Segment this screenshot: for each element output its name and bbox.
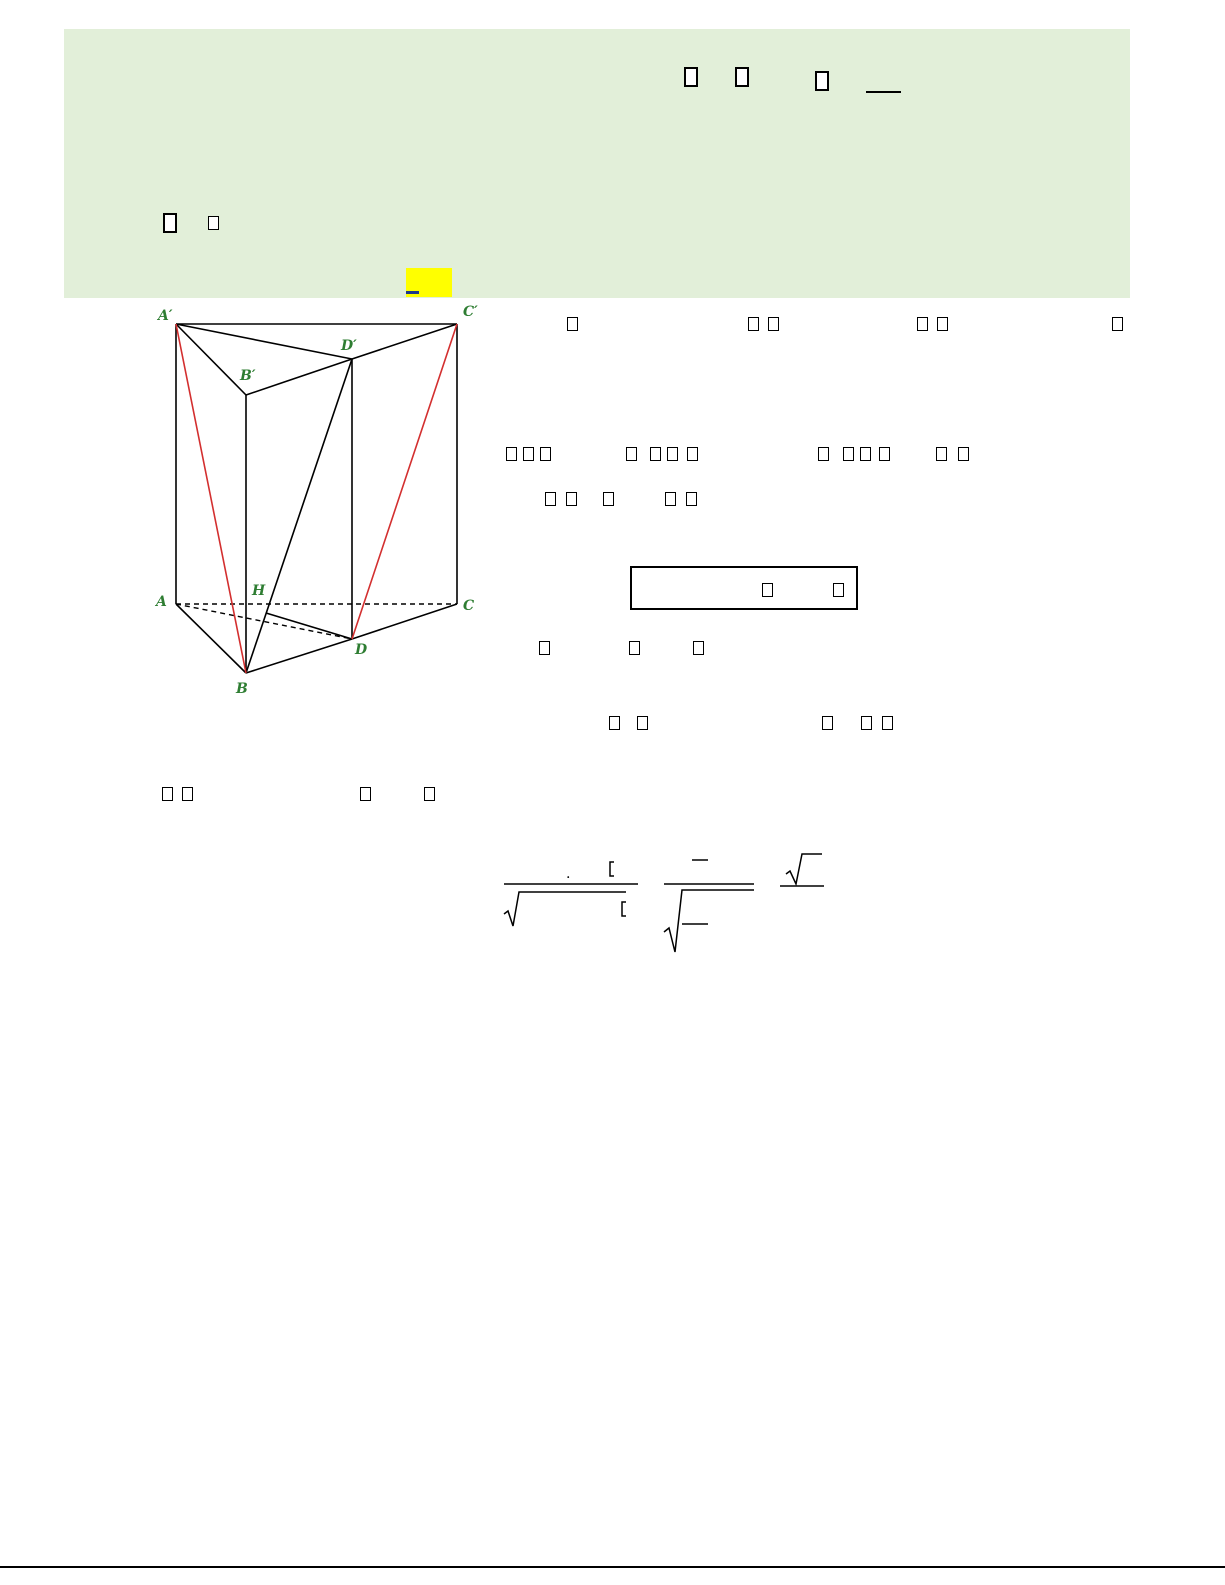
label-D: D	[355, 642, 368, 658]
sqrt-sign-3	[786, 854, 822, 884]
edge-BprimeDprime	[246, 359, 352, 395]
glyph-box	[879, 447, 890, 461]
glyph-box	[861, 716, 872, 730]
glyph-box	[684, 67, 698, 87]
glyph-box	[917, 317, 928, 331]
label-H: H	[252, 583, 266, 599]
red-segment-CprimeD	[352, 324, 457, 639]
glyph-box	[539, 641, 550, 655]
glyph-box	[626, 447, 637, 461]
glyph-box	[822, 716, 833, 730]
glyph-box	[843, 447, 854, 461]
glyph-box	[686, 492, 697, 506]
label-C-prime: C′	[463, 304, 478, 320]
header-band	[64, 29, 1130, 298]
glyph-box	[163, 213, 177, 233]
label-A-prime: A′	[158, 308, 173, 324]
glyph-box	[882, 716, 893, 730]
glyph-box	[650, 447, 661, 461]
glyph-box	[566, 492, 577, 506]
glyph-box	[667, 447, 678, 461]
label-D-prime: D′	[341, 338, 357, 354]
bracket-1	[610, 862, 614, 876]
edge-DC	[352, 604, 457, 639]
glyph-box	[748, 317, 759, 331]
glyph-box	[762, 583, 773, 597]
sqrt-sign-2	[664, 890, 754, 952]
glyph-box	[567, 317, 578, 331]
edge-AprimeBprime	[176, 324, 246, 395]
edge-AB	[176, 604, 246, 673]
glyph-box	[360, 787, 371, 801]
glyph-box	[818, 447, 829, 461]
label-C: C	[463, 598, 475, 614]
link-underline[interactable]	[406, 291, 419, 294]
glyph-box	[735, 67, 749, 87]
glyph-box	[424, 787, 435, 801]
glyph-box	[665, 492, 676, 506]
glyph-box	[545, 492, 556, 506]
glyph-box	[687, 447, 698, 461]
fraction-rule	[866, 91, 901, 93]
glyph-box	[1112, 317, 1123, 331]
glyph-box	[693, 641, 704, 655]
glyph-box	[609, 716, 620, 730]
glyph-box	[860, 447, 871, 461]
cosine-formula	[496, 846, 836, 956]
label-B: B	[236, 681, 248, 697]
glyph-box	[833, 583, 844, 597]
glyph-box	[637, 716, 648, 730]
glyph-box	[815, 71, 829, 91]
glyph-box	[958, 447, 969, 461]
edge-BDprime	[246, 359, 352, 673]
edge-AprimeDprime	[176, 324, 352, 359]
red-segment-AprimeB	[176, 324, 246, 673]
glyph-box	[162, 787, 173, 801]
label-A: A	[156, 594, 167, 610]
bracket-2	[622, 902, 626, 916]
glyph-box	[937, 317, 948, 331]
glyph-box	[208, 216, 219, 230]
prism-figure	[150, 298, 490, 708]
glyph-box	[523, 447, 534, 461]
glyph-box	[629, 641, 640, 655]
glyph-box	[182, 787, 193, 801]
edge-DprimeCprime	[352, 324, 457, 359]
sqrt-sign-1	[504, 892, 626, 926]
glyph-box	[768, 317, 779, 331]
glyph-box	[506, 447, 517, 461]
edge-BD	[246, 639, 352, 673]
footer-rule	[0, 1566, 1225, 1568]
label-B-prime: B′	[240, 368, 256, 384]
answer-frame	[630, 566, 858, 610]
glyph-box	[936, 447, 947, 461]
glyph-box	[540, 447, 551, 461]
glyph-box	[603, 492, 614, 506]
edge-HD	[266, 613, 352, 639]
formula-dot: .	[566, 866, 571, 882]
